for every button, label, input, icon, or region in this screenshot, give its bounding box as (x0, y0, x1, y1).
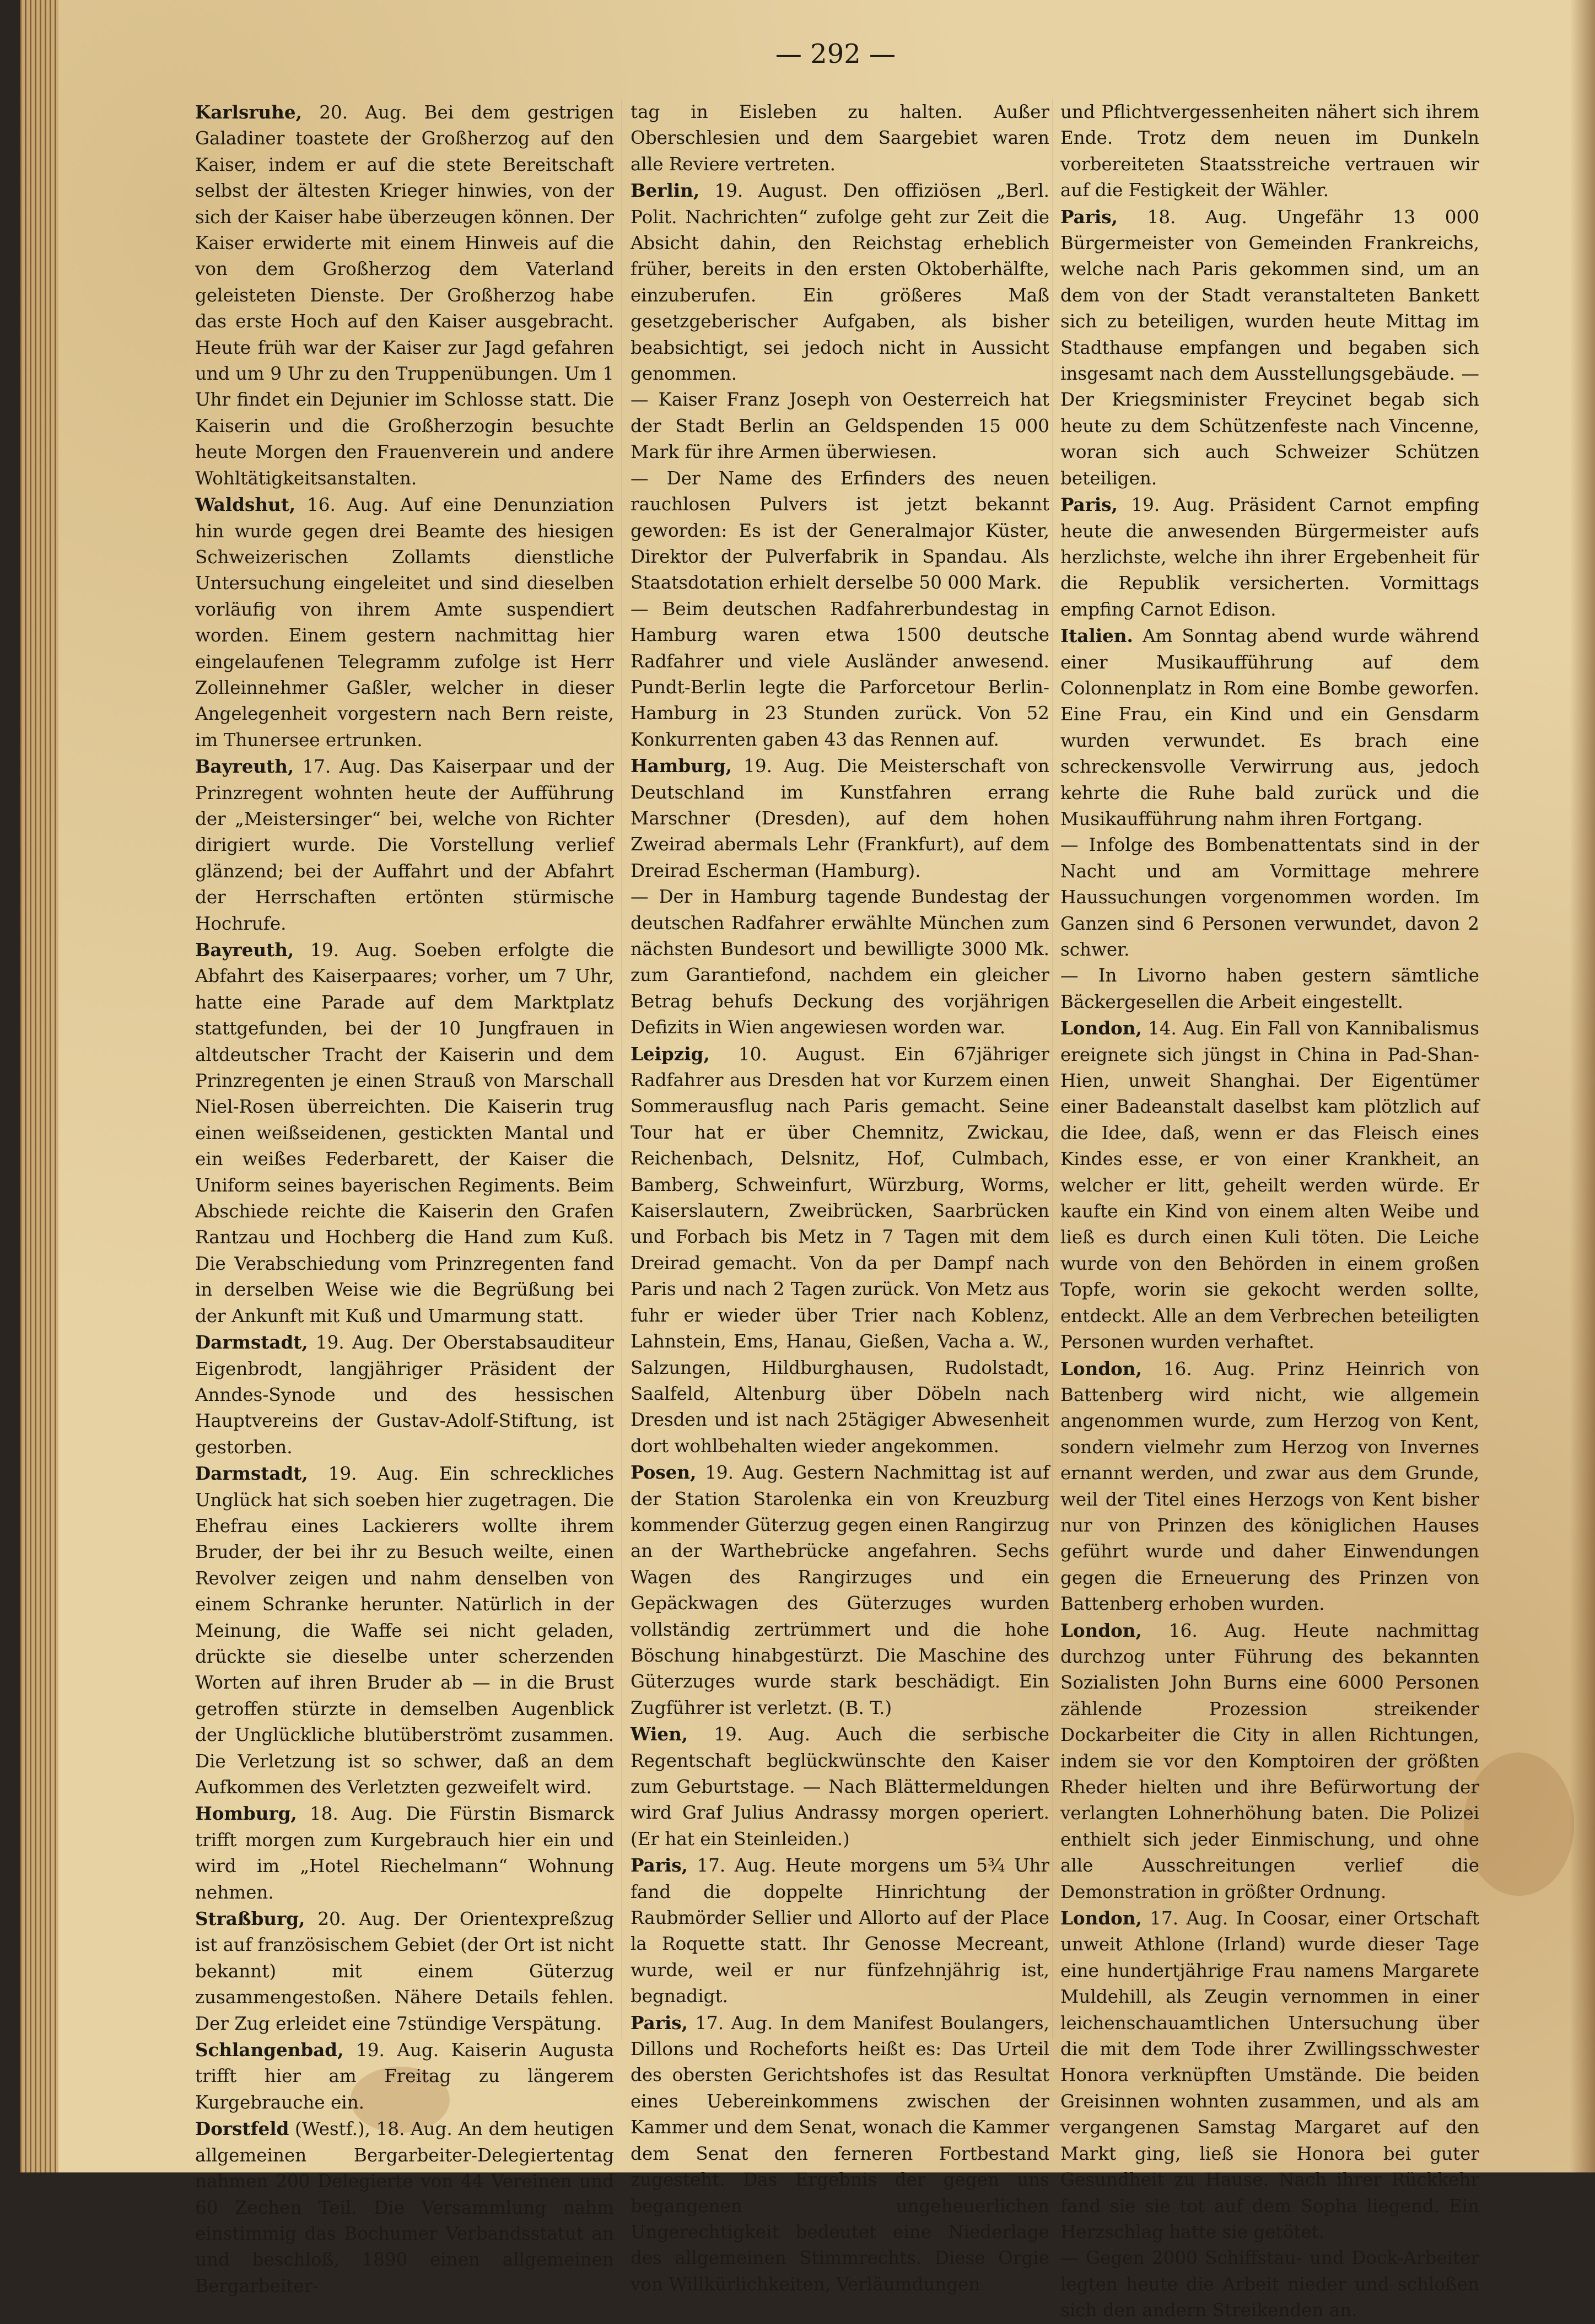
article-dateline: Leipzig, (631, 1043, 710, 1065)
article-dateline: Paris, (1060, 494, 1118, 516)
article-paragraph (195, 1800, 614, 1906)
article-dateline: Karlsruhe, (195, 101, 302, 123)
article-dateline: Posen, (631, 1462, 697, 1484)
article-dateline: Bayreuth, (195, 939, 294, 961)
article-dateline: Paris, (631, 2012, 688, 2034)
article-paragraph (195, 1906, 614, 2037)
column-2 (631, 99, 1049, 2295)
article-text: 20. Aug. Bei dem gestrigen Galadiner toastete der Großherzog auf den Kaiser, indem er auf die stete Bereitschaft selbst der ältesten Krieger hinwies, von der sich der Kaiser habe überzeugen können. Der Kaiser erwiderte mit einem Hinweis auf die von dem Großherzog dem Vaterland geleisteten Dienste. Der Großherzog habe das erste Hoch auf den Kaiser ausgebracht. Heute früh war der Kaiser zur Jagd gefahren und um 9 Uhr zu den Truppenübungen. Um 1 Uhr findet ein Dejunier im Schlosse statt. Die Kaiserin und die Großherzogin besuchte heute Morgen den Frauenverein und andere Wohltätigkeitsanstalten. (195, 102, 614, 489)
article-paragraph (195, 1460, 614, 1800)
article-paragraph (631, 1852, 1049, 2009)
article-dateline: Italien. (1060, 625, 1133, 647)
article-text: — Infolge des Bombenattentats sind in der Nacht und am Vormittage mehrere Haussuchungen vorgenommen worden. Im Ganzen sind 6 Personen verwundet, davon 2 schwer. (1060, 834, 1479, 960)
article-dateline: Darmstadt, (195, 1331, 308, 1354)
article-paragraph (195, 99, 614, 492)
article-text: tag in Eisleben zu halten. Außer Oberschlesien und dem Saargebiet waren alle Reviere vertreten. (631, 101, 1049, 175)
column-3 (1060, 99, 1479, 2321)
article-text: — Gegen 2000 Schiffstau- und Dock-Arbeiter legten heute die Arbeit nieder und schloßen sich den andern Streikenden an. (1060, 2247, 1479, 2321)
article-paragraph (631, 177, 1049, 387)
article-paragraph (631, 99, 1049, 177)
article-dateline: Bayreuth, (195, 756, 294, 778)
article-dateline: London, (1060, 1619, 1142, 1641)
article-dateline: Schlangenbad, (195, 2039, 344, 2061)
article-paragraph (195, 492, 614, 753)
article-text: 16. Aug. Auf eine Denunziation hin wurde gegen drei Beamte des hiesigen Schweizerischen Zollamts dienstliche Untersuchung eingeleitet und sind dieselben vorläufig von ihrem Amte suspendiert worden. Einem gestern nachmittag hier eingelaufenen Telegramm zufolge ist Herr Zolleinnehmer Gaßler, welcher in dieser Angelegenheit vorgestern nach Bern reiste, im Thunersee ertrunken. (195, 494, 614, 751)
article-paragraph (1060, 1905, 1479, 2245)
article-text: 14. Aug. Ein Fall von Kannibalismus ereignete sich jüngst in China in Pad-Shan-Hien, unweit Shanghai. Der Eigentümer einer Badeanstalt daselbst kam plötzlich auf die Idee, daß, wenn er das Fleisch eines Kindes esse, er von einer Krankheit, an welcher er litt, geheilt werden würde. Er kaufte ein Kind von einem alten Weibe und ließ es durch einen Kuli töten. Die Leiche wurde von den Behörden in einem großen Topfe, worin sie gekocht werden sollte, entdeckt. Alle an dem Verbrechen beteiligten Personen wurden verhaftet. (1060, 1018, 1479, 1353)
article-paragraph (1060, 832, 1479, 963)
article-dateline: London, (1060, 1017, 1142, 1039)
article-paragraph (1060, 963, 1479, 1015)
article-paragraph (631, 753, 1049, 884)
article-text: 10. August. Ein 67jähriger Radfahrer aus Dresden hat vor Kurzem einen Sommerausflug nach Paris gemacht. Seine Tour hat er über Chemnitz, Zwickau, Reichenbach, Delsnitz, Hof, Culmbach, Bamberg, Schweinfurt, Würzburg, Worms, Kaiserslautern, Zweibrücken, Saarbrücken und Forbach bis Metz in 7 Tagen mit dem Dreirad gemacht. Von da per Dampf nach Paris und nach 2 Tagen zurück. Von Metz aus fuhr er wieder über Trier nach Koblenz, Lahnstein, Ems, Hanau, Gießen, Vacha a. W., Salzungen, Hildburghausen, Rudolstadt, Saalfeld, Altenburg über Döbeln nach Dresden und ist nach 25tägiger Abwesenheit dort wohlbehalten wieder angekommen. (631, 1043, 1049, 1457)
article-paragraph (631, 2010, 1049, 2298)
column-1 (195, 99, 614, 2296)
article-text: 19. Aug. Gestern Nachmittag ist auf der Station Starolenka ein von Kreuzburg kommender Güterzug gegen einen Rangirzug an der Warthebrücke angefahren. Sechs Wagen des Rangirzuges und ein Gepäckwagen des Güterzuges wurden vollständig zertrümmert und die hohe Böschung hinabgestürzt. Die Maschine des Güterzuges wurde stark beschädigt. Ein Zugführer ist verletzt. (B. T.) (631, 1462, 1049, 1718)
article-dateline: Paris, (631, 1854, 688, 1877)
article-text: 19. Aug. Präsident Carnot empfing heute die anwesenden Bürgermeister aufs herzlichste, welche ihn ihrer Ergebenheit für die Republik versicherten. Vormittags empfing Carnot Edison. (1060, 494, 1479, 620)
article-dateline: Straßburg, (195, 1908, 305, 1930)
article-text: — Der in Hamburg tagende Bundestag der deutschen Radfahrer erwählte München zum nächsten Bundesort und bewilligte 3000 Mk. zum Garantiefond, nachdem ein gleicher Betrag behufs Deckung des vorjährigen Defizits in Wien angewiesen worden war. (631, 886, 1049, 1038)
article-text: 18. Aug. Ungefähr 13 000 Bürgermeister von Gemeinden Frankreichs, welche nach Paris gekommen sind, um an dem von der Stadt veranstalteten Bankett sich zu beteiligen, wurden heute Mittag im Stadthause empfangen und begaben sich insgesamt nach dem Ausstellungsgebäude. — Der Kriegsminister Freycinet begab sich heute zu dem Schützenfeste nach Vincenne, woran sich auch Schweizer Schützen beteiligen. (1060, 206, 1479, 489)
article-paragraph (631, 1041, 1049, 1460)
article-text: 17. Aug. Das Kaiserpaar und der Prinzregent wohnten heute der Aufführung der „Meistersinger“ bei, welche von Richter dirigiert wurde. Die Vorstellung verlief glänzend; bei der Auffahrt und der Abfahrt der Herrschaften ertönten stürmische Hochrufe. (195, 756, 614, 934)
article-paragraph (631, 387, 1049, 465)
article-paragraph (1060, 492, 1479, 623)
article-text: 19. Aug. Kaiserin Augusta trifft hier am Freitag zu längerem Kurgebrauche ein. (195, 2040, 614, 2113)
paper-stain (1464, 1753, 1574, 1896)
article-paragraph (1060, 1617, 1479, 1905)
article-text: (Westf.), 18. Aug. An dem heutigen allgemeinen Bergarbeiter-Delegiertentag nahmen 200 Delegierte von 44 Vereinen und 60 Zechen Teil. Die Versammlung nahm einstimmig das Bochumer Verbandsstatut an und beschloß, 1890 einen allgemeinen Bergarbeiter- (195, 2118, 614, 2296)
page-shadow (1570, 0, 1595, 2172)
article-paragraph (1060, 99, 1479, 204)
article-text: 20. Aug. Der Orientexpreßzug ist auf französischem Gebiet (der Ort ist nicht bekannt) mit einem Güterzug zusammengestoßen. Nähere Details fehlen. Der Zug erleidet eine 7stündige Verspätung. (195, 1908, 614, 2034)
article-text: 17. Aug. In Coosar, einer Ortschaft unweit Athlone (Irland) wurde dieser Tage eine hundertjährige Frau namens Margarete Muldehill, als Zeugin vernommen in einer leichenschauamtlichen Untersuchung über die mit dem Tode ihrer Zwillingsschwester Honora verknüpften Umstände. Die beiden Greisinnen wohnten zusammen, und als am vergangenen Samstag Margaret auf den Markt ging, ließ sie Honora bei guter Gesundheit zu Hause. Nach ihrer Rückkehr fand sie sie tot auf dem Sopha liegend. Ein Herzschlag hatte sie getötet. (1060, 1908, 1479, 2242)
article-paragraph (1060, 1015, 1479, 1355)
article-dateline: Paris, (1060, 206, 1118, 228)
page-number: — 292 — (775, 39, 896, 69)
article-paragraph (195, 2116, 614, 2299)
article-dateline: London, (1060, 1357, 1142, 1379)
article-dateline: Darmstadt, (195, 1463, 308, 1485)
article-text: 17. Aug. In dem Manifest Boulangers, Dillons und Rocheforts heißt es: Das Urteil des obersten Gerichtshofes ist das Resultat eines Uebereinkommens zwischen der Kammer und dem Senat, wonach die Kammer dem Senat den ferneren Fortbestand zugesteht. Das Ergebnis der gegen uns begangenen ungeheuerlichen Ungerechtigkeit bedeutet eine Niederlage des allgemeinen Stimmrechts. Diese Orgie von Willkürlichkeiten, Verläumdungen (631, 2012, 1049, 2295)
article-text: 19. Aug. Die Meisterschaft von Deutschland im Kunstfahren errang Marschner (Dresden), auf dem hohen Zweirad abermals Lehr (Frankfurt), auf dem Dreirad Escherman (Hamburg). (631, 756, 1049, 881)
article-paragraph (195, 753, 614, 937)
article-paragraph (195, 2037, 614, 2116)
article-text: 19. Aug. Auch die serbische Regentschaft beglückwünschte den Kaiser zum Geburtstage. — Nach Blättermeldungen wird Graf Julius Andrassy morgen operiert. (Er hat ein Steinleiden.) (631, 1724, 1049, 1850)
article-paragraph (195, 1329, 614, 1460)
article-text: Am Sonntag abend wurde während einer Musikaufführung auf dem Colonnenplatz in Rom eine Bombe geworfen. Eine Frau, ein Kind und ein Gensdarm wurden verwundet. Es brach eine schreckensvolle Verwirrung aus, jedoch kehrte die Ruhe bald zurück und die Musikaufführung nahm ihren Fortgang. (1060, 626, 1479, 829)
article-text: 19. Aug. Soeben erfolgte die Abfahrt des Kaiserpaares; vorher, um 7 Uhr, hatte eine Parade auf dem Marktplatz stattgefunden, bei der 10 Jungfrauen in altdeutscher Tracht der Kaiserin und dem Prinzregenten je einen Strauß von Marschall Niel-Rosen überreichten. Die Kaiserin trug einen weißseidenen, gestickten Mantal und ein weißes Federbarett, der Kaiser die Uniform seines bayerischen Regiments. Beim Abschiede reichte die Kaiserin den Grafen Rantzau und Hochberg die Hand zum Kuß. Die Verabschiedung vom Prinzregenten fand in derselben Weise wie die Begrüßung bei der Ankunft mit Kuß und Umarmung statt. (195, 940, 614, 1327)
article-paragraph (1060, 2245, 1479, 2323)
article-paragraph (1060, 1356, 1479, 1617)
article-dateline: Berlin, (631, 180, 700, 202)
article-paragraph (631, 1721, 1049, 1852)
article-dateline: Hamburg, (631, 755, 732, 777)
article-text: — Beim deutschen Radfahrerbundestag in Hamburg waren etwa 1500 deutsche Radfahrer und viele Ausländer anwesend. Pundt-Berlin legte die Parforcetour Berlin-Hamburg in 23 Stunden zurück. Von 52 Konkurrenten gaben 43 das Rennen auf. (631, 598, 1049, 750)
article-text: und Pflichtvergessenheiten nähert sich ihrem Ende. Trotz dem neuen im Dunkeln vorbereiteten Staatsstreiche vertrauen wir auf die Festigkeit der Wähler. (1060, 101, 1479, 201)
article-text: 16. Aug. Prinz Heinrich von Battenberg wird nicht, wie allgemein angenommen wurde, zum Herzog von Kent, sondern vielmehr zum Herzog von Invernes ernannt werden, und zwar aus dem Grunde, weil der Titel eines Herzogs von Kent bisher nur von Prinzen des königlichen Hauses geführt wurde und daher Einwendungen gegen die Erneuerung des Prinzen von Battenberg erhoben wurden. (1060, 1358, 1479, 1615)
article-text: 19. Aug. Ein schreckliches Unglück hat sich soeben hier zugetragen. Die Ehefrau eines Lackierers wollte ihrem Bruder, der bei ihr zu Besuch weilte, einen Revolver zeigen und nahm denselben von einem Schranke herunter. Natürlich in der Meinung, die Waffe sei nicht geladen, drückte sie dieselbe unter scherzenden Worten auf ihren Bruder ab — in die Brust getroffen stürzte in demselben Augenblick der Unglückliche blutüberströmt zusammen. Die Verletzung ist so schwer, daß an dem Aufkommen des Verletzten gezweifelt wird. (195, 1463, 614, 1798)
article-dateline: Waldshut, (195, 494, 296, 516)
article-dateline: Dorstfeld (195, 2118, 289, 2140)
article-paragraph (1060, 204, 1479, 492)
article-paragraph (195, 937, 614, 1329)
article-dateline: London, (1060, 1907, 1142, 1929)
article-text: — Kaiser Franz Joseph von Oesterreich hat der Stadt Berlin an Geldspenden 15 000 Mark für ihre Armen überwiesen. (631, 389, 1049, 463)
article-paragraph (631, 884, 1049, 1040)
article-text: 18. Aug. Die Fürstin Bismarck trifft morgen zum Kurgebrauch hier ein und wird im „Hotel Riechelmann“ Wohnung nehmen. (195, 1803, 614, 1903)
article-dateline: Wien, (631, 1723, 688, 1745)
article-text: 19. August. Den offiziösen „Berl. Polit. Nachrichten“ zufolge geht zur Zeit die Absicht dahin, den Reichstag erheblich früher, bereits in den ersten Oktoberhälfte, einzuberufen. Ein größeres Maß gesetzgeberischer Aufgaben, als bisher beabsichtigt, sei jedoch nicht in Aussicht genommen. (631, 180, 1049, 385)
article-text: 19. Aug. Der Oberstabsauditeur Eigenbrodt, langjähriger Präsident der Anndes-Synode und des hessischen Hauptvereins der Gustav-Adolf-Stiftung, ist gestorben. (195, 1332, 614, 1458)
article-text: 17. Aug. Heute morgens um 5¾ Uhr fand die doppelte Hinrichtung der Raubmörder Sellier und Allorto auf der Place la Roquette statt. Ihr Genosse Mecreant, wurde, weil er nur fünfzehnjährig ist, begnadigt. (631, 1855, 1049, 2007)
article-text: — Der Name des Erfinders des neuen rauchlosen Pulvers ist jetzt bekannt geworden: Es ist der Generalmajor Küster, Direktor der Pulverfabrik in Spandau. Als Staatsdotation erhielt derselbe 50 000 Mark. (631, 467, 1049, 594)
article-paragraph (631, 1459, 1049, 1721)
binding-edge (20, 0, 58, 2172)
article-text: — In Livorno haben gestern sämtliche Bäckergesellen die Arbeit eingestellt. (1060, 965, 1479, 1012)
newspaper-page (20, 0, 1595, 2321)
article-dateline: Homburg, (195, 1803, 297, 1825)
article-text: 16. Aug. Heute nachmittag durchzog unter Führung des bekannten Sozialisten John Burns eine 6000 Personen zählende Prozession streikender Dockarbeiter die City in allen Richtungen, indem sie vor den Komptoiren der größten Rheder hielten und ihre Befürwortung der verlangten Lohnerhöhung baten. Die Polizei enthielt sich jeder Einmischung, und ohne alle Ausschreitungen verlief die Demonstration in größter Ordnung. (1060, 1620, 1479, 1902)
article-paragraph (631, 596, 1049, 753)
article-paragraph (631, 466, 1049, 596)
article-paragraph (1060, 623, 1479, 832)
